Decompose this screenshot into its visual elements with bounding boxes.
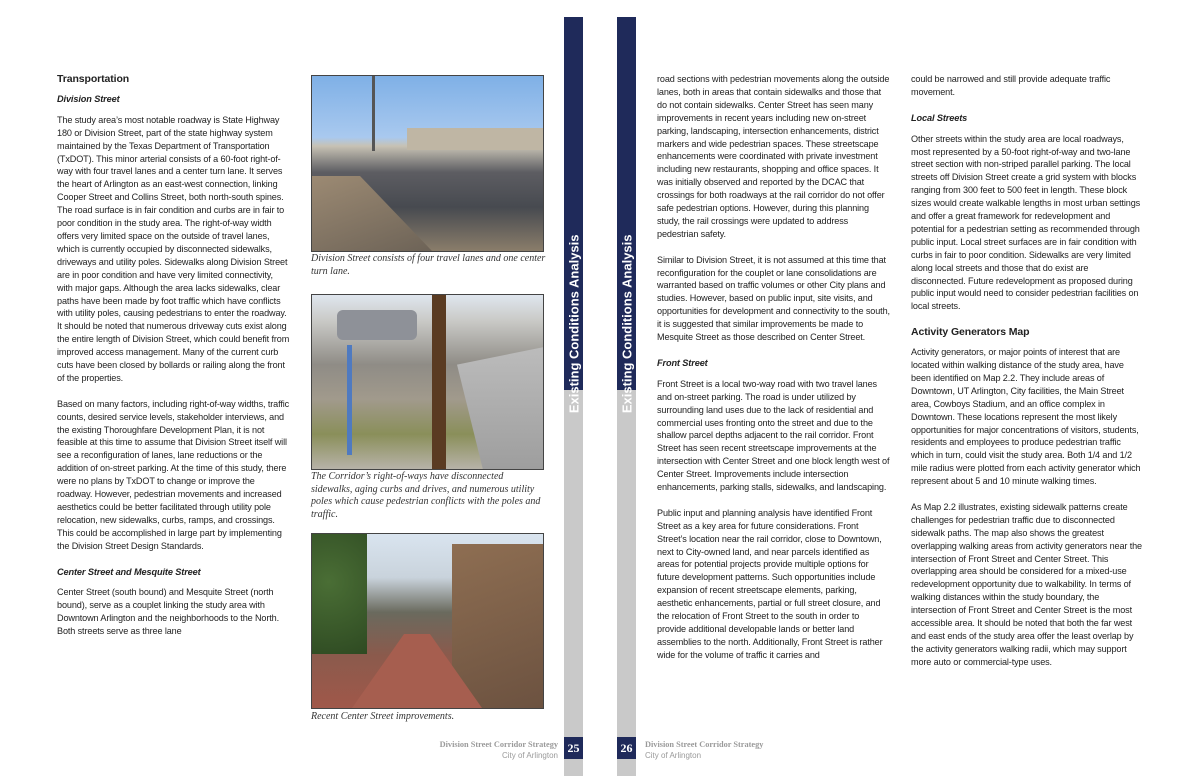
right-column-1-text xyxy=(657,73,890,675)
page-number: 25 xyxy=(564,737,583,759)
paragraph: Front Street is a local two-way road with two travel lanes and on-street parking. The road is under utilized by surrounding land uses due to the lack of residential and commercial uses fronting onto the street and due to the shallow parcel depths adjacent to the rail corridor. Front Street has seen recent streetscape improvements at the intersection with Center Street and one block length west of Center Street. Improvements include intersection enhancements, parking stalls, sidewalks, and landscaping. xyxy=(657,378,890,493)
left-column-text xyxy=(57,73,290,651)
footer-title: Division Street Corridor Strategy xyxy=(645,740,764,749)
photo-caption: Recent Center Street improvements. xyxy=(311,711,455,722)
section-heading: Activity Generators Map xyxy=(911,326,1030,339)
paragraph: As Map 2.2 illustrates, existing sidewalk patterns create challenges for pedestrian traffic due to disconnected sidewalk paths. The map also shows the greatest overlapping walking areas from activity generators near the intersection of Front Street and Center Street. This overlapping area should be considered for a mixed-use redevelopment opportunity due to walkability. In terms of walking distances within the study boundary, the intersection of Front Street and Center Street is the most accessible area. It should be noted that both the far west and east ends of the study area offer the least overlap by the activity generators walking radii, which may support more auto or commercial-type uses. xyxy=(911,501,1142,667)
page-footer xyxy=(645,739,845,761)
spine-label: Existing Conditions Analysis xyxy=(566,234,582,414)
subheading: Local Streets xyxy=(911,112,968,123)
paragraph: could be narrowed and still provide adequate traffic movement. xyxy=(911,74,1111,97)
subheading: Center Street and Mesquite Street xyxy=(57,566,201,577)
footer-title: Division Street Corridor Strategy xyxy=(439,740,558,749)
paragraph: Similar to Division Street, it is not assumed at this time that reconfiguration for the couplet or lane consolidations are warranted based on traffic volumes or other City plans and studies. However, based on public input, site visits, and opportunities for development and connectivity to the south, it is suggested that similar improvements be made to Mesquite Street as those described on Center Street. xyxy=(657,254,890,343)
subheading: Front Street xyxy=(657,357,708,368)
right-column-2-text xyxy=(911,73,1144,682)
paragraph: Activity generators, or major points of interest that are located within walking distance of the study area, have been identified on Map 2.2. They include areas of Downtown, UT Arlington, City facilities, the Main Street area, Cowboys Stadium, and an office complex in Downtown. These locations represent the most likely opportunities for major concentrations of visitors, students, residents and employees to produce pedestrian traffic which in turn, could visit the study area. Both 1/4 and 1/2 mile radius were plotted from each activity generator which represent about 5 and 10 minute walking times. xyxy=(911,347,1141,487)
photo-sidewalk-poles xyxy=(311,294,544,470)
paragraph: The study area’s most notable roadway is State Highway 180 or Division Street, part of the state highway system maintained by the Texas Department of Transportation (TxDOT). This minor arterial consists of a 60-foot right-of-way with four travel lanes and a center turn lane. It serves the heart of Arlington as an east-west connection, linking Cooper Street and Collins Street, both north-south spines. The road surface is in fair condition and curbs are in fair to poor condition in the study area. The right-of-way width offers very limited space on the outside of travel lanes, which is currently occupied by disconnected sidewalks, driveways and utility poles. Sidewalks along Division Street are in poor condition and have very limited connectivity, with major gaps. Although the area lacks sidewalks, clear paths have been made by foot traffic which have conflicts with utility poles, causing pedestrians to enter the roadway. It should be noted that numerous driveway cuts exist along the entire length of Division Street, which could benefit from improved access management. Many of the current curb cuts have been closed by bollards or railing along the front of the properties. xyxy=(57,114,290,383)
photo-caption: The Corridor’s right-of-ways have disconnected sidewalks, aging curbs and drives, and numerous utility poles which cause pedestrian conflicts with the poles and traffic. xyxy=(311,471,541,520)
subheading: Division Street xyxy=(57,93,120,104)
paragraph: Public input and planning analysis have identified Front Street as a key area for future considerations. Front Street’s location near the rail corridor, close to Downtown, next to City-owned land, and near parcels identified as areas for potential projects provide multiple options for future development patterns. Such opportunities include expansion of recent streetscape elements, parking, aesthetic enhancements, partial or full street closure, and the relocation of Front Street to the south in order to provide additional developable lands or better land assemblies to the north. Additionally, Front Street is rather wide for the volume of traffic it carries and xyxy=(657,507,883,660)
paragraph: Other streets within the study area are local roadways, most represented by a 50-foot right-of-way and two-lane street section with non-striped parallel parking. The local streets off Division Street create a grid system with blocks ranging from 300 feet to 500 feet in length. These block sizes would create walkable lengths in most urban settings and offer a great framework for redevelopment and potential for a pedestrian setting as recommended through public input. Local street surfaces are in fair condition with curbs in fair to poor condition. Sidewalks are very limited along local streets and those that do exist are disconnected. Future redevelopment as proposed during public input would need to consider pedestrian facilities on local streets. xyxy=(911,133,1141,312)
paragraph: Center Street (south bound) and Mesquite Street (north bound), serve as a couplet linking the study area with Downtown Arlington and the neighborhoods to the North. Both streets serve as three lane xyxy=(57,587,280,637)
footer-subtitle: City of Arlington xyxy=(645,751,702,760)
photo-center-street xyxy=(311,533,544,709)
paragraph: road sections with pedestrian movements along the outside lanes, both in areas that contain sidewalks and those that do not contain sidewalks. Center Street has seen many improvements in recent years including new on-street parking, landscaping, intersection enhancements, district markers and wide pedestrian spaces. These streetscape enhancements were coordinated with private investment including new restaurants, shopping and office spaces. It was initially observed and reported by the DCAC that crossings for both roadways at the rail corridor do not offer safe pedestrian options. However, during this planning study, the rail crossings were updated to address pedestrian safety. xyxy=(657,74,890,239)
page-number: 26 xyxy=(617,737,636,759)
photo-caption: Division Street consists of four travel lanes and one center turn lane. xyxy=(311,253,546,277)
page-footer xyxy=(380,739,558,761)
footer-subtitle: City of Arlington xyxy=(501,751,558,760)
photo-division-street xyxy=(311,75,544,252)
section-heading: Transportation xyxy=(57,73,130,85)
paragraph: Based on many factors, including right-of-way widths, traffic counts, desired service levels, stakeholder interviews, and the existing Thoroughfare Development Plan, it is not feasible at this time to assume that Division Street itself will see a reconfiguration of lanes, lane reductions or the addition of on-street parking. At the time of this study, there were no plans by TxDOT to change or improve the roadway. However, pedestrian movements and increased aesthetics could be better facilitated through utility pole relocation, new sidewalks, curbs, ramps, and crossings. This could be accomplished in large part by implementing the Division Street Design Standards. xyxy=(57,398,290,551)
spine-label: Existing Conditions Analysis xyxy=(619,234,635,414)
